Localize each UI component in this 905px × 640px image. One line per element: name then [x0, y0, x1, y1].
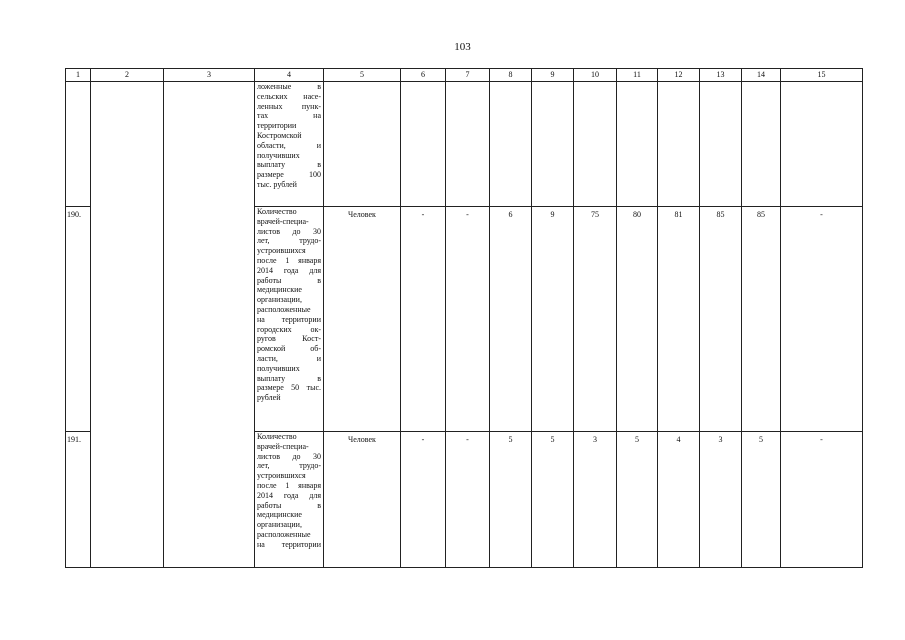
desc-line: организации,: [257, 520, 302, 530]
desc-line: на территории: [257, 314, 321, 324]
desc-line: на территории: [257, 539, 321, 549]
desc-line: после 1 января: [257, 480, 321, 490]
cell-col3: [164, 207, 255, 432]
desc-line: устроившихся: [257, 246, 306, 256]
desc-line: расположенные: [257, 529, 311, 539]
desc-line: размере 100: [257, 170, 321, 180]
desc-line: организации,: [257, 295, 302, 305]
desc-line: размере 50 тыс.: [257, 383, 321, 393]
desc-line: 2014 года для: [257, 265, 321, 275]
desc-line: медицинские: [257, 285, 302, 295]
value-cell: [490, 82, 532, 207]
value-cell: 5: [490, 432, 532, 568]
row-description: [255, 207, 324, 432]
desc-line: тах на: [257, 111, 321, 121]
value-cell: 75: [574, 207, 617, 432]
unit-cell: Человек: [324, 432, 401, 568]
col-header-5: 5: [324, 69, 401, 82]
desc-line: листов до 30: [257, 451, 321, 461]
col-header-14: 14: [742, 69, 781, 82]
value-cell: 85: [700, 207, 742, 432]
col-header-4: 4: [255, 69, 324, 82]
desc-line: врачей-специа-: [257, 441, 309, 451]
cell-col2: [91, 432, 164, 568]
cell-col3: [164, 432, 255, 568]
value-cell: [401, 82, 446, 207]
unit-cell: Человек: [324, 207, 401, 432]
desc-line: тыс. рублей: [257, 179, 297, 189]
cell-col2: [91, 82, 164, 207]
desc-line: Количество: [257, 432, 297, 441]
value-cell: 81: [658, 207, 700, 432]
value-cell: [658, 82, 700, 207]
page-number: 103: [454, 41, 471, 53]
value-cell: 3: [574, 432, 617, 568]
row-description: [255, 82, 324, 207]
col-header-12: 12: [658, 69, 700, 82]
desc-line: Количество: [257, 207, 297, 216]
value-cell: [700, 82, 742, 207]
col-header-8: 8: [490, 69, 532, 82]
cell-col2: [91, 207, 164, 432]
value-cell: 5: [617, 432, 658, 568]
desc-line: 2014 года для: [257, 490, 321, 500]
desc-line: выплату в: [257, 373, 321, 383]
row-number: 190.: [66, 207, 91, 432]
desc-line: ругов Кост-: [257, 334, 321, 344]
value-cell: -: [401, 432, 446, 568]
desc-line: лет, трудо-: [257, 236, 321, 246]
desc-line: получивших: [257, 150, 300, 160]
desc-line: лет, трудо-: [257, 461, 321, 471]
value-cell: 9: [532, 207, 574, 432]
desc-line: городских ок-: [257, 324, 321, 334]
col-header-15: 15: [781, 69, 863, 82]
value-cell: -: [401, 207, 446, 432]
desc-line: работы в: [257, 500, 321, 510]
value-cell: -: [781, 207, 863, 432]
col-header-2: 2: [91, 69, 164, 82]
desc-line: устроившихся: [257, 471, 306, 481]
value-cell: 4: [658, 432, 700, 568]
value-cell: [781, 82, 863, 207]
col-header-1: 1: [66, 69, 91, 82]
col-header-3: 3: [164, 69, 255, 82]
header-row: [66, 69, 863, 82]
row-description: [255, 432, 324, 568]
row-number: [66, 82, 91, 207]
value-cell: [617, 82, 658, 207]
col-header-10: 10: [574, 69, 617, 82]
value-cell: [532, 82, 574, 207]
desc-line: рублей: [257, 393, 281, 403]
value-cell: 5: [532, 432, 574, 568]
desc-line: после 1 января: [257, 255, 321, 265]
value-cell: [446, 82, 490, 207]
desc-line: расположенные: [257, 304, 311, 314]
table-row: [66, 82, 863, 207]
col-header-6: 6: [401, 69, 446, 82]
desc-line: ромской об-: [257, 344, 321, 354]
col-header-11: 11: [617, 69, 658, 82]
row-number: 191.: [66, 432, 91, 568]
desc-line: получивших: [257, 363, 300, 373]
desc-line: медицинские: [257, 510, 302, 520]
value-cell: -: [446, 432, 490, 568]
col-header-13: 13: [700, 69, 742, 82]
desc-line: выплату в: [257, 160, 321, 170]
desc-line: ложенные в: [257, 82, 321, 91]
value-cell: 3: [700, 432, 742, 568]
value-cell: 6: [490, 207, 532, 432]
unit-cell: [324, 82, 401, 207]
desc-line: ленных пунк-: [257, 101, 321, 111]
cell-col3: [164, 82, 255, 207]
value-cell: 5: [742, 432, 781, 568]
desc-line: области, и: [257, 140, 321, 150]
desc-line: территории: [257, 121, 297, 131]
table-row: [66, 432, 863, 568]
desc-line: работы в: [257, 275, 321, 285]
value-cell: 80: [617, 207, 658, 432]
value-cell: [574, 82, 617, 207]
desc-line: Костромской: [257, 130, 302, 140]
desc-line: сельских насе-: [257, 91, 321, 101]
value-cell: 85: [742, 207, 781, 432]
desc-line: врачей-специа-: [257, 216, 309, 226]
desc-line: ласти, и: [257, 353, 321, 363]
value-cell: -: [446, 207, 490, 432]
value-cell: -: [781, 432, 863, 568]
table-row: [66, 207, 863, 432]
value-cell: [742, 82, 781, 207]
col-header-9: 9: [532, 69, 574, 82]
desc-line: листов до 30: [257, 226, 321, 236]
col-header-7: 7: [446, 69, 490, 82]
data-table: [65, 68, 863, 568]
